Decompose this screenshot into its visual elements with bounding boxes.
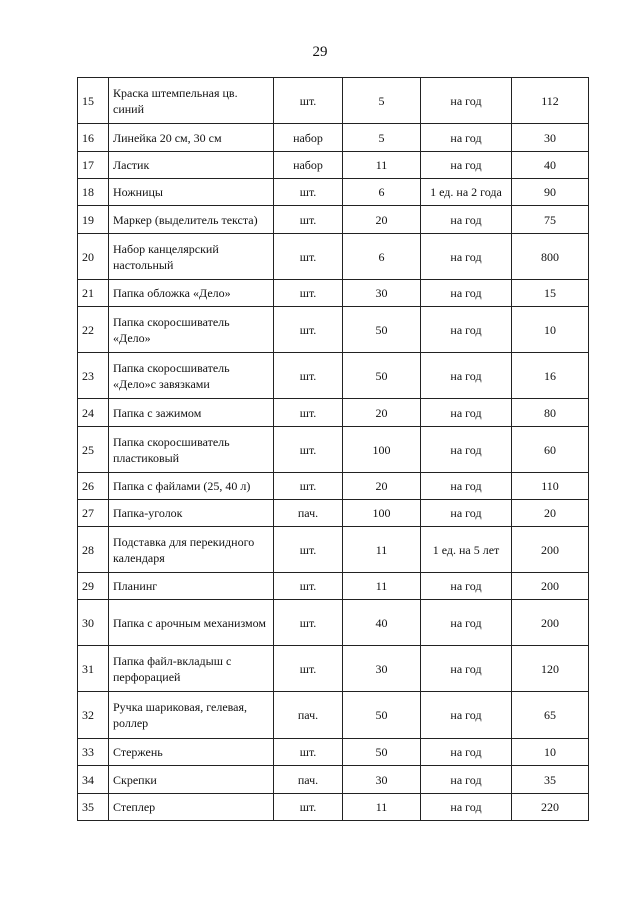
- item-name: Папка с зажимом: [109, 399, 274, 427]
- item-name: Ластик: [109, 152, 274, 179]
- item-price: 75: [512, 206, 589, 234]
- item-name: Папка скоросшиватель «Дело»: [109, 307, 274, 353]
- item-period: на год: [421, 692, 512, 739]
- item-name: Папка файл-вкладыш с перфорацией: [109, 646, 274, 692]
- row-number: 19: [78, 206, 109, 234]
- table-row: [78, 473, 589, 500]
- item-period: на год: [421, 353, 512, 399]
- item-price: 200: [512, 600, 589, 646]
- row-number: 18: [78, 179, 109, 206]
- item-unit: шт.: [274, 234, 343, 280]
- item-quantity: 40: [343, 600, 421, 646]
- item-quantity: 30: [343, 646, 421, 692]
- item-period: на год: [421, 500, 512, 527]
- row-number: 33: [78, 739, 109, 766]
- table-row: [78, 124, 589, 152]
- item-price: 15: [512, 280, 589, 307]
- table-row: [78, 646, 589, 692]
- item-unit: шт.: [274, 78, 343, 124]
- supplies-table: [77, 77, 589, 821]
- table-row: [78, 234, 589, 280]
- item-quantity: 11: [343, 573, 421, 600]
- item-name: Папка скоросшиватель пластиковый: [109, 427, 274, 473]
- item-quantity: 50: [343, 739, 421, 766]
- table-row: [78, 152, 589, 179]
- item-price: 35: [512, 766, 589, 794]
- item-unit: шт.: [274, 646, 343, 692]
- item-unit: шт.: [274, 527, 343, 573]
- item-period: на год: [421, 399, 512, 427]
- item-price: 112: [512, 78, 589, 124]
- item-period: на год: [421, 124, 512, 152]
- item-unit: шт.: [274, 179, 343, 206]
- item-price: 60: [512, 427, 589, 473]
- item-period: на год: [421, 78, 512, 124]
- item-price: 200: [512, 527, 589, 573]
- item-quantity: 6: [343, 234, 421, 280]
- item-price: 16: [512, 353, 589, 399]
- item-unit: шт.: [274, 399, 343, 427]
- table-row: [78, 427, 589, 473]
- row-number: 20: [78, 234, 109, 280]
- table-row: [78, 600, 589, 646]
- item-quantity: 20: [343, 399, 421, 427]
- row-number: 17: [78, 152, 109, 179]
- item-price: 200: [512, 573, 589, 600]
- item-period: на год: [421, 307, 512, 353]
- item-price: 120: [512, 646, 589, 692]
- item-name: Подставка для перекидного календаря: [109, 527, 274, 573]
- item-period: 1 ед. на 2 года: [421, 179, 512, 206]
- item-quantity: 50: [343, 692, 421, 739]
- item-unit: набор: [274, 152, 343, 179]
- item-period: на год: [421, 646, 512, 692]
- table-row: [78, 78, 589, 124]
- table-row: [78, 399, 589, 427]
- item-unit: шт.: [274, 600, 343, 646]
- item-quantity: 100: [343, 427, 421, 473]
- item-quantity: 11: [343, 527, 421, 573]
- item-price: 10: [512, 307, 589, 353]
- item-price: 30: [512, 124, 589, 152]
- item-price: 220: [512, 794, 589, 821]
- item-period: 1 ед. на 5 лет: [421, 527, 512, 573]
- item-unit: шт.: [274, 280, 343, 307]
- item-period: на год: [421, 206, 512, 234]
- item-quantity: 6: [343, 179, 421, 206]
- table-row: [78, 573, 589, 600]
- row-number: 30: [78, 600, 109, 646]
- item-unit: шт.: [274, 473, 343, 500]
- row-number: 25: [78, 427, 109, 473]
- item-quantity: 5: [343, 124, 421, 152]
- item-unit: шт.: [274, 573, 343, 600]
- table-row: [78, 307, 589, 353]
- item-unit: шт.: [274, 353, 343, 399]
- item-name: Скрепки: [109, 766, 274, 794]
- item-unit: пач.: [274, 692, 343, 739]
- item-period: на год: [421, 234, 512, 280]
- table-row: [78, 766, 589, 794]
- table-row: [78, 206, 589, 234]
- row-number: 23: [78, 353, 109, 399]
- table-row: [78, 527, 589, 573]
- item-quantity: 30: [343, 280, 421, 307]
- item-quantity: 50: [343, 307, 421, 353]
- item-name: Стержень: [109, 739, 274, 766]
- table-row: [78, 692, 589, 739]
- item-name: Папка-уголок: [109, 500, 274, 527]
- item-price: 40: [512, 152, 589, 179]
- table-row: [78, 794, 589, 821]
- row-number: 34: [78, 766, 109, 794]
- item-period: на год: [421, 427, 512, 473]
- item-quantity: 11: [343, 152, 421, 179]
- item-quantity: 20: [343, 206, 421, 234]
- item-period: на год: [421, 739, 512, 766]
- item-price: 10: [512, 739, 589, 766]
- item-unit: набор: [274, 124, 343, 152]
- item-unit: пач.: [274, 500, 343, 527]
- item-name: Краска штемпельная цв. синий: [109, 78, 274, 124]
- item-unit: шт.: [274, 206, 343, 234]
- item-name: Степлер: [109, 794, 274, 821]
- item-name: Маркер (выделитель текста): [109, 206, 274, 234]
- item-unit: шт.: [274, 794, 343, 821]
- item-quantity: 30: [343, 766, 421, 794]
- item-name: Папка обложка «Дело»: [109, 280, 274, 307]
- item-price: 20: [512, 500, 589, 527]
- item-period: на год: [421, 573, 512, 600]
- item-name: Линейка 20 см, 30 см: [109, 124, 274, 152]
- item-period: на год: [421, 280, 512, 307]
- item-quantity: 20: [343, 473, 421, 500]
- item-unit: шт.: [274, 427, 343, 473]
- item-price: 800: [512, 234, 589, 280]
- item-name: Ножницы: [109, 179, 274, 206]
- item-name: Папка скоросшиватель «Дело»с завязками: [109, 353, 274, 399]
- row-number: 35: [78, 794, 109, 821]
- row-number: 21: [78, 280, 109, 307]
- table-row: [78, 353, 589, 399]
- row-number: 22: [78, 307, 109, 353]
- row-number: 27: [78, 500, 109, 527]
- item-quantity: 5: [343, 78, 421, 124]
- item-name: Набор канцелярский настольный: [109, 234, 274, 280]
- item-unit: шт.: [274, 307, 343, 353]
- row-number: 29: [78, 573, 109, 600]
- item-unit: шт.: [274, 739, 343, 766]
- item-period: на год: [421, 152, 512, 179]
- item-price: 80: [512, 399, 589, 427]
- row-number: 32: [78, 692, 109, 739]
- table-row: [78, 500, 589, 527]
- item-quantity: 50: [343, 353, 421, 399]
- item-period: на год: [421, 473, 512, 500]
- row-number: 16: [78, 124, 109, 152]
- table-row: [78, 179, 589, 206]
- item-price: 90: [512, 179, 589, 206]
- page-number: 29: [312, 44, 328, 60]
- item-unit: пач.: [274, 766, 343, 794]
- item-name: Планинг: [109, 573, 274, 600]
- item-quantity: 11: [343, 794, 421, 821]
- table-body: [78, 78, 589, 821]
- row-number: 31: [78, 646, 109, 692]
- table-row: [78, 739, 589, 766]
- row-number: 15: [78, 78, 109, 124]
- row-number: 26: [78, 473, 109, 500]
- row-number: 24: [78, 399, 109, 427]
- item-period: на год: [421, 794, 512, 821]
- item-price: 65: [512, 692, 589, 739]
- item-price: 110: [512, 473, 589, 500]
- item-name: Папка с арочным механизмом: [109, 600, 274, 646]
- item-name: Ручка шариковая, гелевая, роллер: [109, 692, 274, 739]
- item-quantity: 100: [343, 500, 421, 527]
- item-name: Папка с файлами (25, 40 л): [109, 473, 274, 500]
- row-number: 28: [78, 527, 109, 573]
- item-period: на год: [421, 766, 512, 794]
- item-period: на год: [421, 600, 512, 646]
- table-row: [78, 280, 589, 307]
